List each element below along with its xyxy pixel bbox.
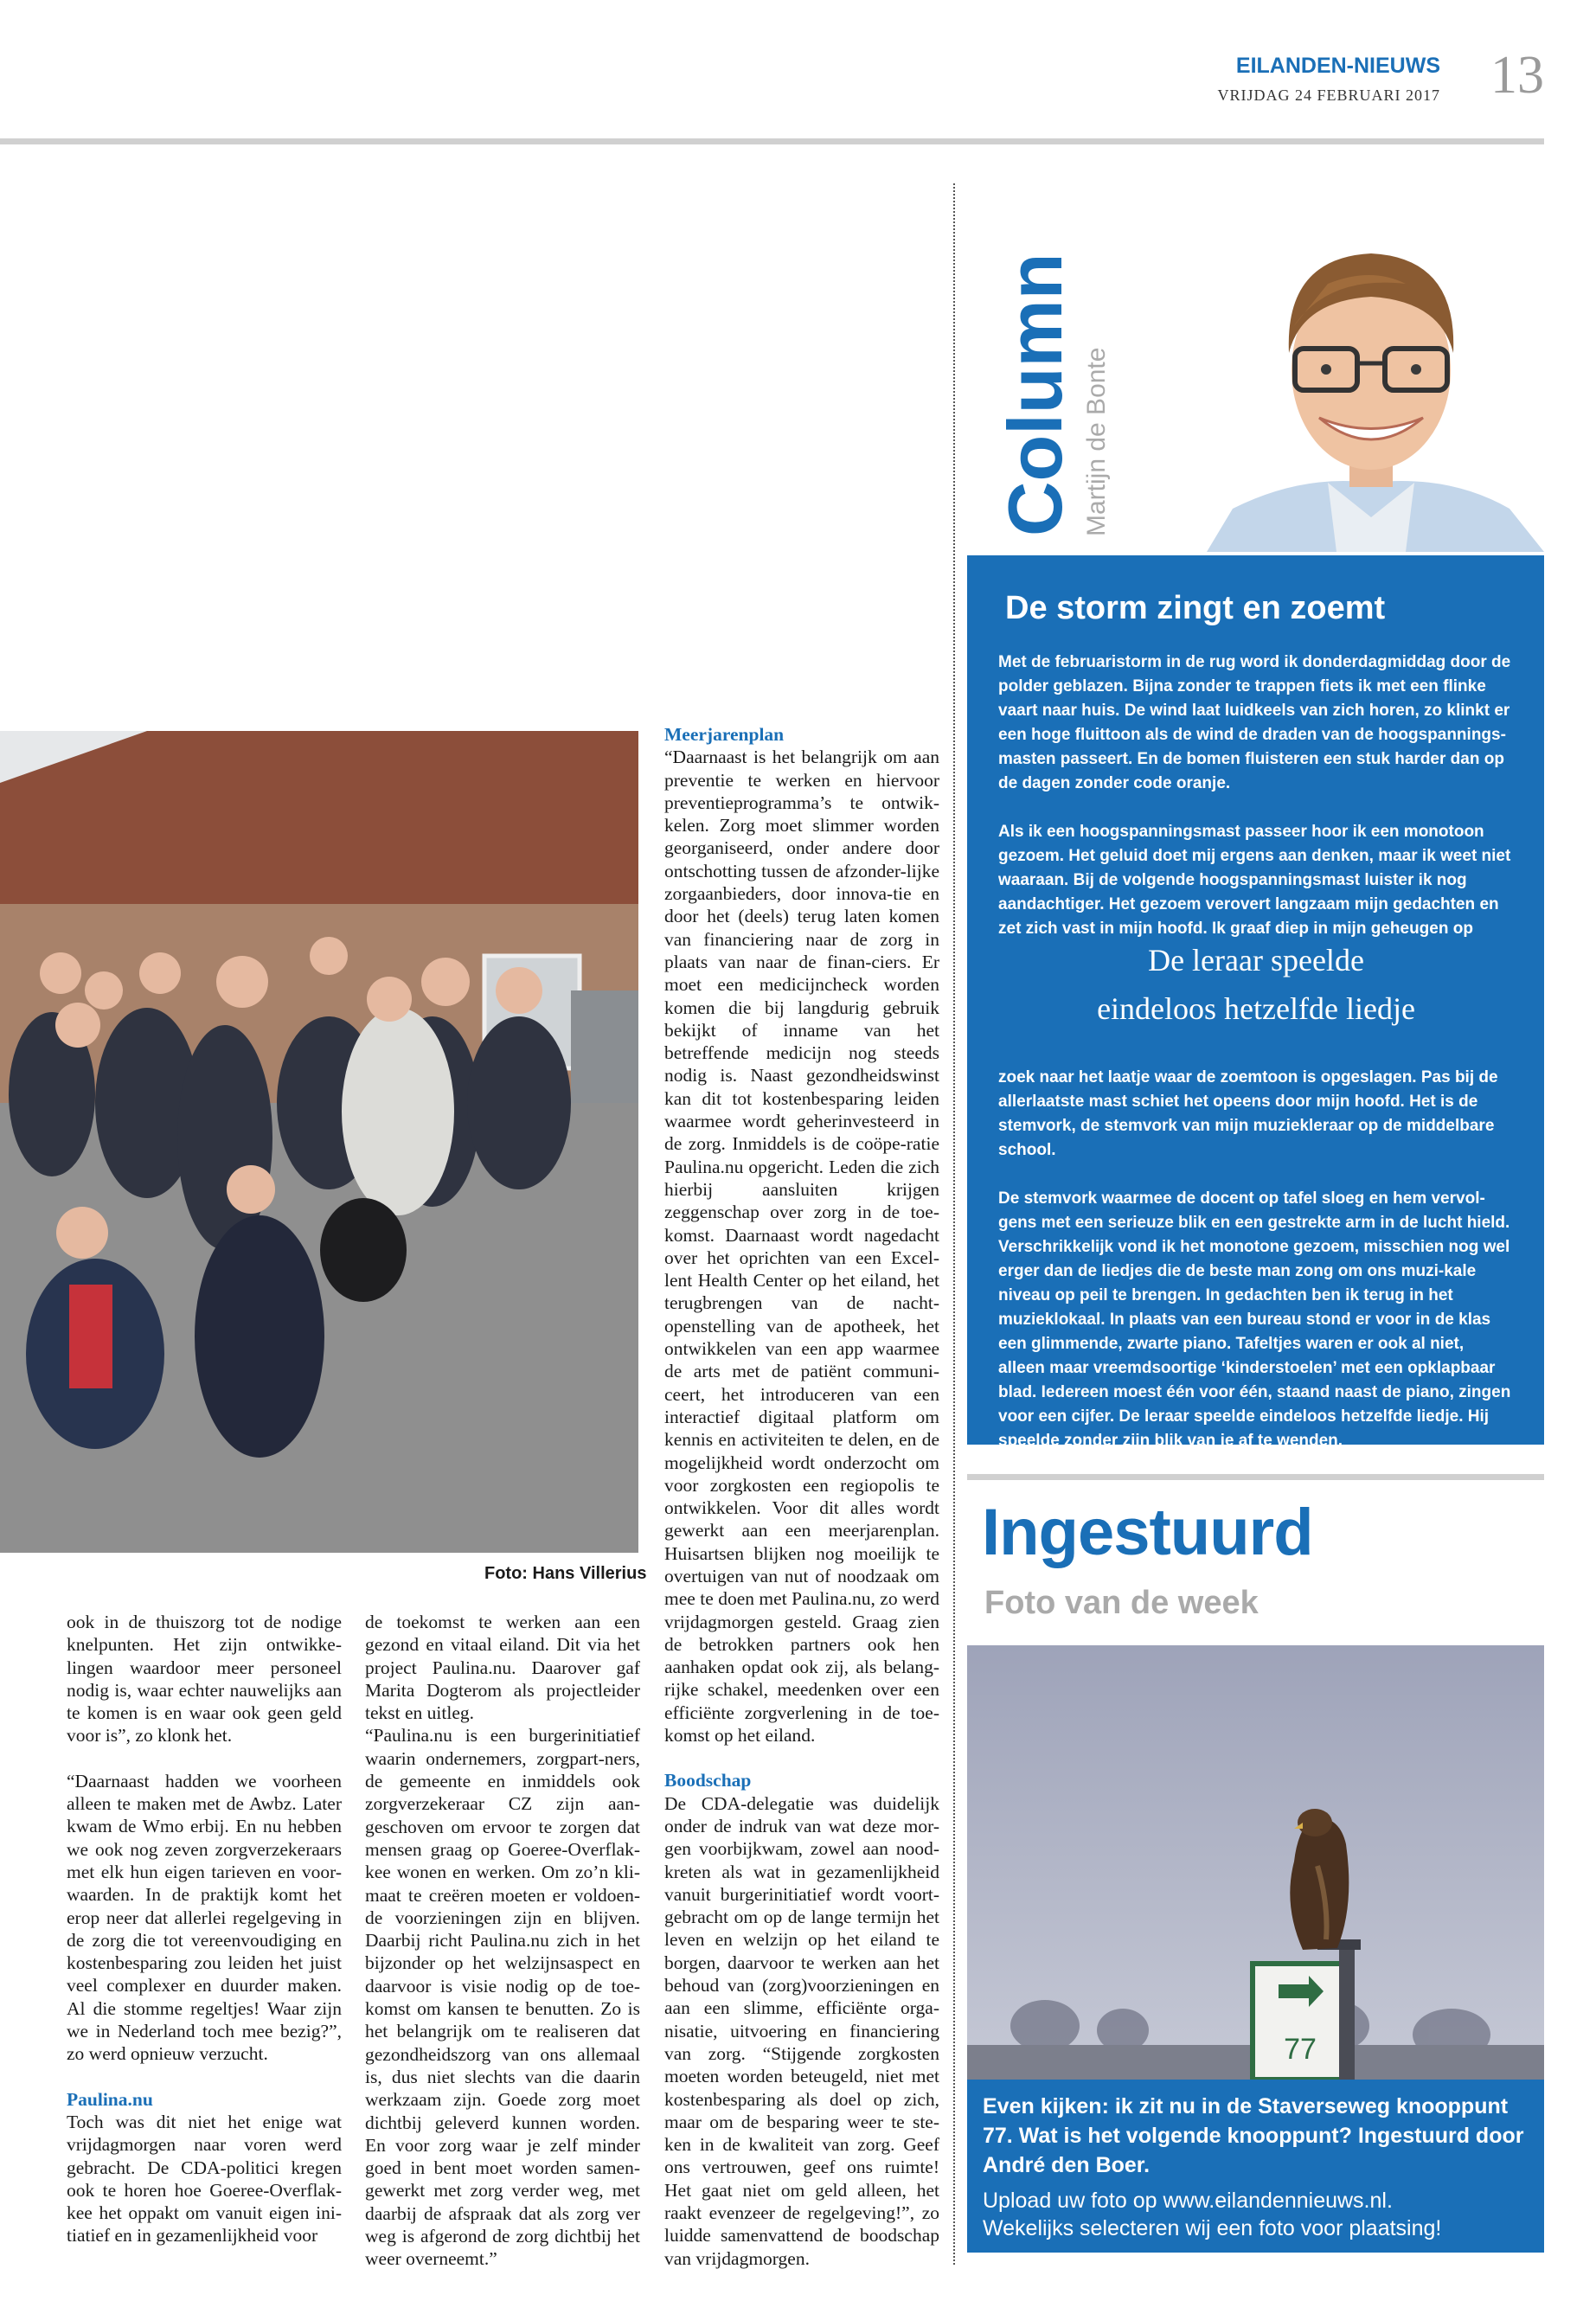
column-paragraph: Met de februaristorm in de rug word ik donderdagmiddag door de polder geblazen. Bijna zonder te trappen fiets ik met een flinke vaart naar huis. De wind laat luidkeels van zich horen, zo klinkt er een hoge fluittoon als de wind de draden van de hoogspannings-masten passeert. En de bomen fluisteren een stuk harder dan op de dagen zonder code oranje. xyxy=(998,653,1511,792)
article-paragraph: “Daarnaast hadden we voorheen alleen te maken met de Awbz. Later kwam de Wmo erbij. En nu hebben we ook nog zeven zorgverzekeraars met elk hun eigen tarieven en voor-waarden. In de praktijk komt het erop neer dat allerlei regelgeving in de zorg die tot vereenvoudiging en kostenbesparing zou leiden het juist veel complexer en duurder maken. Al die stomme regeltjes! Waar zijn we in Nederland toch mee bezig?”, zo werd opnieuw verzucht. xyxy=(67,1770,342,2065)
author-portrait xyxy=(1198,223,1544,552)
pull-quote xyxy=(998,936,1514,1033)
issue-date: VRIJDAG 24 FEBRUARI 2017 xyxy=(1217,87,1440,104)
article-paragraph: Toch was dit niet het enige wat vrijdagmorgen naar voren werd gebracht. De CDA-politici kregen ook te horen hoe Goeree-Overflak-kee het oppakt om vanuit eigen ini-tiatief en in gezamenlijkheid voor xyxy=(67,2111,342,2247)
article-column-3 xyxy=(664,723,939,2270)
photo-caption-box xyxy=(967,2080,1544,2253)
article-paragraph: “Paulina.nu is een burgerinitiatief waarin ondernemers, zorgpart-ners, de gemeente en inmiddels ook zorgverzekeraar CZ zijn aan-geschoven om ervoor te zorgen dat mensen graag op Goeree-Overflak-kee wonen en werken. Om zo’n kli-maat te creëren moeten er voldoen-de voorzieningen zijn en blijven. Daarbij richt Paulina.nu zich in het bijzonder op het welzijnsaspect en daarvoor is visie nodig op de toe-komst om kansen te benutten. Zo is het belangrijk om te realiseren dat gezondheidszorg van ons allemaal is, dus niet slechts van die daarin werkzaam zijn. Goede zorg moet dichtbij geleverd kunnen worden. En voor zorg waar je zelf minder goed in bent moet worden samen-gewerkt met zorg verder weg, met daarbij de afspraak dat als zorg ver weg is afgerond de zorg dichtbij het weer overneemt.” xyxy=(365,1725,640,2270)
subheading-boodschap: Boodschap xyxy=(664,1770,752,1791)
column-text-bottom xyxy=(998,1066,1514,1477)
section-subtitle: Foto van de week xyxy=(984,1585,1259,1621)
sign-number: 77 xyxy=(1284,2033,1317,2066)
upload-info-line-2: Wekelijks selecteren wij een foto voor plaatsing! xyxy=(983,2216,1442,2240)
pull-quote-line-2: eindeloos hetzelfde liedje xyxy=(1097,991,1415,1026)
article-column-2 xyxy=(365,1611,640,2271)
article-paragraph: ook in de thuiszorg tot de nodige knelpunten. Het zijn ontwikke-lingen waardoor meer personeel nodig is, waar echter nauwelijks aan te komen is en waar ook geen geld voor is”, zo klonk het. xyxy=(67,1612,342,1747)
section-rule xyxy=(967,1474,1544,1480)
article-paragraph: De CDA-delegatie was duidelijk onder de indruk van wat deze mor-gen voorbijkwam, zowel aan nood-kreten als wat in gezamenlijkheid vanuit burgerinitiatief wordt voort-gebracht om op de lange termijn het leven en welzijn op het eiland te borgen, daarvoor te werken aan het behoud van (zorg)voorzieningen en aan een slimme, efficiënte orga-nisatie, uitvoering en financiering van zorg. “Stijgende zorgkosten moeten worden beteugeld, niet met kostenbesparing als doel op zich, maar om de besparing weer te ste-ken in de kwaliteit van zorg. Geef ons vertrouwen, geef ons ruimte! Het gaat niet om geld alleen, het raakt evenzeer de regelgeving!”, zo luidde samenvattend de boodschap van vrijdagmorgen. xyxy=(664,1792,939,2269)
column-paragraph: De stemvork waarmee de docent op tafel sloeg en hem vervol-gens met een serieuze blik en een gestrekte arm in de lucht hield. Verschrikkelijk vond ik het monotone gezoem, misschien nog wel erger dan de liedjes die de beste man zong om ons muzi-kale niveau op peil te brengen. In gedachten ben ik terug in het muzieklokaal. In plaats van een bureau stond er voor in de klas een glimmende, zwarte piano. Tafeltjes waren er ook al niet, alleen maar vreemdsoortige ‘kinderstoelen’ met een opklapbaar blad. Iedereen moest één voor één, staand naast de piano, zingen voor een cijfer. De leraar speelde eindeloos hetzelfde liedje. Hij speelde zonder zijn blik van je af te wenden. xyxy=(998,1189,1511,1450)
top-rule xyxy=(0,138,1544,144)
article-paragraph: “Daarnaast is het belangrijk om aan preventie te werken en hiervoor preventieprogramma’s te ontwik-kelen. Zorg moet slimmer worden georganiseerd, onder andere door ontschotting tussen de afzonder-lijke zorgaanbieders, door innova-tie en door het (deels) terug laten komen van financiering naar de zorg in plaats van naar de finan-ciers. Er moet een medicijncheck worden komen die bij langdurig gebruik bekijkt of inname van het betreffende medicijn nog steeds nodig is. Naast gezondheidswinst kan dit tot kostenbesparing leiden waarmee wordt geherinvesteerd in de zorg. Inmiddels is de coöpe-ratie Paulina.nu opgericht. Leden die zich hierbij aansluiten krijgen zeggenschap over zorg in de toe-komst. Daarnaast wordt nagedacht over het oprichten van een Excel-lent Health Center op het eiland, het terugbrengen van de nacht-openstelling van de apotheek, het ontwikkelen van een app waarmee de arts met de patiënt communi-ceert, het introduceren van een interactief digitaal platform om kennis en activiteiten te delen, en de mogelijkheid wordt onderzocht om voor zorgkosten een regiopolis te ontwikkelen. Voor dit alles wordt gewerkt aan een meerjarenplan. Huisartsen blijken nog moeilijk te overtuigen van nut of noodzaak om mee te doen met Paulina.nu, zo werd vrijdagmorgen gesteld. Graag zien de betrokken partners ook hen aanhaken opdat ook zij, als belang-rijke schakel, meedenken over een efficiënte zorgverlening in de toe-komst op het eiland. xyxy=(664,747,939,1747)
section-title-ingestuurd: Ingestuurd xyxy=(982,1496,1313,1569)
subheading-meerjarenplan: Meerjarenplan xyxy=(664,724,785,745)
article-column-1 xyxy=(67,1611,342,2247)
column-label: Column xyxy=(992,253,1078,536)
column-author: Martijn de Bonte xyxy=(1082,347,1111,536)
column-divider xyxy=(953,183,955,2265)
upload-info xyxy=(983,2187,1536,2242)
upload-info-line-1: Upload uw foto op www.eilandennieuws.nl. xyxy=(983,2189,1393,2213)
column-title: De storm zingt en zoemt xyxy=(1005,590,1386,626)
photo-of-the-week xyxy=(967,1645,1544,2080)
photo-credit: Foto: Hans Villerius xyxy=(484,1564,647,1583)
column-text-top xyxy=(998,651,1514,965)
pull-quote-line-1: De leraar speelde xyxy=(1148,943,1364,977)
page-number: 13 xyxy=(1490,46,1544,105)
masthead: EILANDEN-NIEUWS xyxy=(1235,54,1440,78)
group-photo xyxy=(0,731,638,1553)
column-paragraph: Als ik een hoogspanningsmast passeer hoor ik een monotoon gezoem. Het geluid doet mij ergens aan denken, maar ik weet niet waaraan. Bij de volgende hoogspanningsmast luister ik nog aandachtiger. Het gezoem verovert langzaam mijn gedachten en zet zich vast in mijn hoofd. Ik graaf diep in mijn geheugen op xyxy=(998,823,1511,938)
subheading-paulina: Paulina.nu xyxy=(67,2088,153,2110)
column-paragraph: zoek naar het laatje waar de zoemtoon is opgeslagen. Pas bij de allerlaatste mast schiet het opeens door mijn hoofd. Het is de stemvork, de stemvork van mijn muziekleraar op de middelbare school. xyxy=(998,1068,1498,1159)
article-paragraph: de toekomst te werken aan een gezond en vitaal eiland. Dit via het project Paulina.nu. Daarover gaf Marita Dogterom als projectleider tekst en uitleg. xyxy=(365,1612,640,1724)
photo-caption: Even kijken: ik zit nu in de Staverseweg knooppunt 77. Wat is het volgende knooppunt? Ingestuurd door André den Boer. xyxy=(983,2094,1524,2177)
column-box xyxy=(967,555,1544,1450)
